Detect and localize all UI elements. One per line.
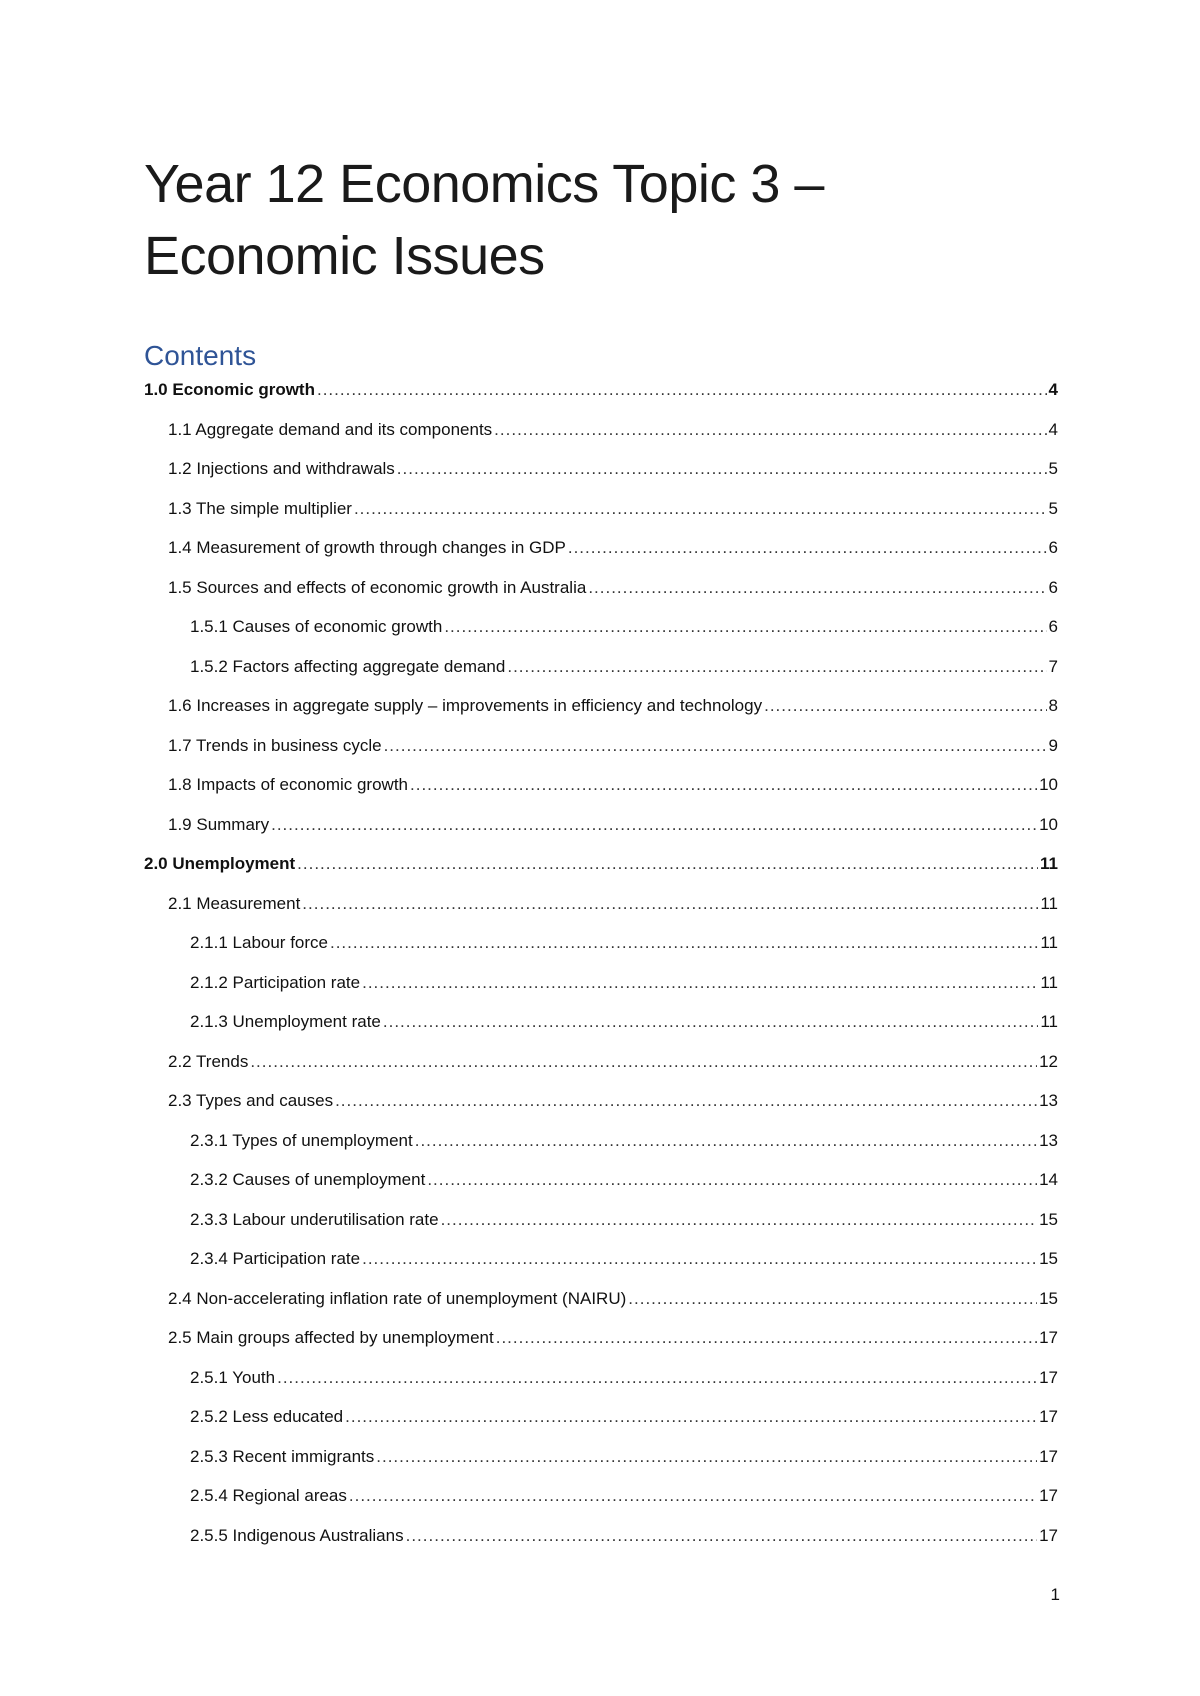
toc-entry[interactable] [144,1287,1058,1327]
toc-entry-label: 1.7 Trends in business cycle [168,735,382,755]
toc-entry-page-number: 17 [1039,1486,1058,1505]
toc-entry-page-number: 10 [1039,814,1058,834]
toc-entry[interactable] [144,1050,1058,1090]
toc-entry[interactable] [144,1010,1058,1050]
toc-entry-page-number: 13 [1039,1130,1058,1150]
toc-dot-leader [568,536,1047,560]
toc-entry[interactable] [144,971,1058,1011]
toc-entry-label: 2.1.1 Labour force [190,933,328,952]
toc-entry-page-number: 11 [1040,854,1058,873]
toc-entry[interactable] [144,1484,1058,1524]
toc-entry-label: 1.3 The simple multiplier [168,498,352,518]
toc-entry-page-number: 15 [1039,1249,1058,1268]
toc-entry[interactable] [144,773,1058,813]
page-number: 1 [1050,1585,1060,1604]
toc-entry-page-number: 6 [1048,617,1058,636]
toc-dot-leader [406,1524,1037,1548]
toc-entry[interactable] [144,1089,1058,1129]
toc-entry-label: 2.5.2 Less educated [190,1407,344,1426]
toc-entry[interactable] [144,1524,1058,1564]
toc-dot-leader [354,497,1047,521]
toc-entry-page-number: 15 [1039,1288,1058,1308]
toc-entry-label: 1.5 Sources and effects of economic growth in Australia [168,577,587,597]
toc-dot-leader [383,1010,1038,1034]
toc-entry[interactable] [144,734,1058,774]
toc-entry-page-number: 15 [1039,1209,1058,1229]
toc-entry-page-number: 10 [1039,775,1058,794]
toc-entry-page-number: 11 [1040,893,1058,913]
toc-entry-label: 2.5 Main groups affected by unemployment [168,1328,494,1347]
toc-entry-label: 2.1.2 Participation rate [190,972,361,992]
toc-entry-page-number: 7 [1048,656,1058,676]
toc-entry[interactable] [144,852,1058,892]
toc-entry[interactable] [144,536,1058,576]
toc-entry-label: 2.3 Types and causes [168,1091,334,1110]
table-of-contents [144,378,1058,1563]
toc-entry-page-number: 5 [1048,498,1058,518]
toc-dot-leader [302,892,1038,916]
toc-entry-page-number: 9 [1048,735,1058,755]
toc-entry[interactable] [144,694,1058,734]
toc-entry[interactable] [144,1208,1058,1248]
toc-dot-leader [427,1168,1037,1192]
toc-entry-label: 2.1.3 Unemployment rate [190,1012,381,1031]
toc-entry-page-number: 11 [1040,933,1058,952]
toc-entry-page-number: 8 [1048,696,1058,715]
toc-entry-page-number: 17 [1039,1525,1058,1545]
toc-dot-leader [384,734,1047,758]
toc-entry-page-number: 6 [1048,538,1058,557]
toc-entry-label: 2.5.1 Youth [190,1367,276,1387]
toc-entry-label: 2.5.3 Recent immigrants [190,1446,375,1466]
toc-dot-leader [271,813,1037,837]
toc-entry[interactable] [144,1129,1058,1169]
toc-entry[interactable] [144,576,1058,616]
toc-dot-leader [362,971,1038,995]
toc-entry-page-number: 17 [1039,1407,1058,1426]
toc-entry-label: 2.3.4 Participation rate [190,1249,361,1268]
toc-entry-label: 1.2 Injections and withdrawals [168,459,395,478]
toc-dot-leader [764,694,1046,718]
toc-entry-label: 2.4 Non-accelerating inflation rate of unemployment (NAIRU) [168,1288,627,1308]
toc-entry-page-number: 4 [1048,380,1058,399]
toc-entry-label: 1.0 Economic growth [144,380,315,399]
toc-entry[interactable] [144,1326,1058,1366]
toc-entry-label: 2.5.5 Indigenous Australians [190,1525,404,1545]
toc-entry[interactable] [144,418,1058,458]
toc-entry-page-number: 17 [1039,1446,1058,1466]
toc-dot-leader [628,1287,1037,1311]
toc-entry[interactable] [144,655,1058,695]
toc-entry-page-number: 12 [1039,1051,1058,1071]
toc-dot-leader [317,378,1047,402]
toc-entry-label: 1.5.2 Factors affecting aggregate demand [190,656,506,676]
toc-entry-label: 2.3.2 Causes of unemployment [190,1170,426,1189]
contents-heading: Contents [144,340,257,371]
toc-entry-label: 2.5.4 Regional areas [190,1486,347,1505]
toc-entry-page-number: 5 [1048,459,1058,478]
toc-entry[interactable] [144,497,1058,537]
toc-dot-leader [330,931,1038,955]
toc-dot-leader [376,1445,1037,1469]
toc-entry[interactable] [144,1405,1058,1445]
toc-entry-label: 1.4 Measurement of growth through changes in GDP [168,538,566,557]
toc-entry-label: 1.6 Increases in aggregate supply – improvements in efficiency and technology [168,696,763,715]
toc-entry-page-number: 11 [1040,972,1058,992]
toc-entry[interactable] [144,892,1058,932]
toc-entry-label: 2.3.1 Types of unemployment [190,1130,413,1150]
document-title: Year 12 Economics Topic 3 – Economic Issues [144,154,824,286]
toc-entry[interactable] [144,931,1058,971]
toc-entry[interactable] [144,1366,1058,1406]
toc-dot-leader [362,1247,1037,1271]
toc-entry[interactable] [144,1445,1058,1485]
toc-dot-leader [494,418,1046,442]
toc-entry-label: 1.9 Summary [168,814,270,834]
toc-entry-page-number: 13 [1039,1091,1058,1110]
toc-entry-page-number: 17 [1039,1367,1058,1387]
toc-entry-label: 2.3.3 Labour underutilisation rate [190,1209,439,1229]
toc-entry-page-number: 11 [1040,1012,1058,1031]
toc-entry-page-number: 4 [1048,419,1058,439]
toc-entry[interactable] [144,378,1058,418]
toc-entry[interactable] [144,1247,1058,1287]
toc-dot-leader [345,1405,1037,1429]
toc-dot-leader [397,457,1047,481]
toc-entry-page-number: 17 [1039,1328,1058,1347]
toc-dot-leader [277,1366,1037,1390]
toc-dot-leader [297,852,1038,876]
toc-entry-label: 2.0 Unemployment [144,854,296,873]
toc-entry-label: 2.2 Trends [168,1051,249,1071]
toc-dot-leader [441,1208,1038,1232]
toc-dot-leader [410,773,1037,797]
toc-entry-label: 1.5.1 Causes of economic growth [190,617,443,636]
toc-dot-leader [349,1484,1037,1508]
toc-dot-leader [496,1326,1037,1350]
toc-entry-page-number: 14 [1039,1170,1058,1189]
toc-dot-leader [250,1050,1037,1074]
toc-entry[interactable] [144,615,1058,655]
toc-entry[interactable] [144,1168,1058,1208]
toc-dot-leader [507,655,1046,679]
toc-dot-leader [415,1129,1037,1153]
toc-entry-label: 1.1 Aggregate demand and its components [168,419,493,439]
toc-entry-label: 1.8 Impacts of economic growth [168,775,409,794]
toc-entry[interactable] [144,457,1058,497]
toc-dot-leader [588,576,1046,600]
toc-dot-leader [335,1089,1037,1113]
toc-entry-page-number: 6 [1048,577,1058,597]
toc-dot-leader [444,615,1046,639]
toc-entry[interactable] [144,813,1058,853]
toc-entry-label: 2.1 Measurement [168,893,301,913]
